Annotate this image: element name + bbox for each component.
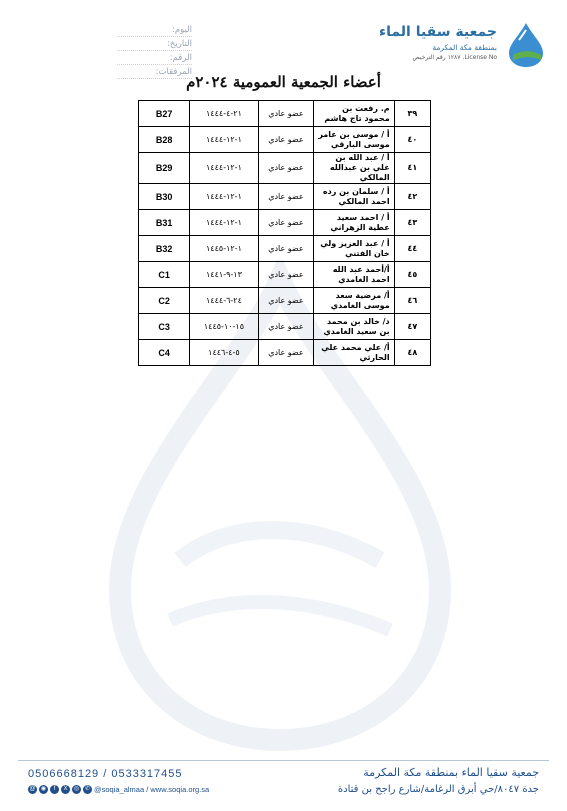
- footer-social: [28, 785, 209, 794]
- member-join-date: ١-١٢-١٤٤٤: [190, 184, 258, 210]
- table-row: [139, 314, 431, 340]
- table-row: [139, 101, 431, 127]
- members-table: [138, 100, 431, 366]
- org-name: جمعية سقيا الماء: [378, 24, 497, 40]
- member-name: أ/ علي محمد علي الحارثي: [314, 340, 394, 366]
- number-field-label: الرقم:: [117, 52, 192, 65]
- member-type: عضو عادي: [258, 101, 314, 127]
- member-join-date: ١-١٢-١٤٤٥: [190, 236, 258, 262]
- table-row: [139, 153, 431, 184]
- member-code: C3: [139, 314, 190, 340]
- member-code: C1: [139, 262, 190, 288]
- table-row: [139, 340, 431, 366]
- member-type: عضو عادي: [258, 153, 314, 184]
- page-title: أعضاء الجمعية العمومية ٢٠٢٤م: [186, 73, 381, 91]
- member-number: ٤٦: [394, 288, 430, 314]
- org-region: بمنطقة مكة المكرمة: [432, 43, 497, 52]
- day-field-label: اليوم:: [117, 24, 192, 37]
- member-type: عضو عادي: [258, 236, 314, 262]
- member-type: عضو عادي: [258, 127, 314, 153]
- member-name: أ / موسى بن عامر موسى البارقي: [314, 127, 394, 153]
- member-join-date: ١٥-١٠-١٤٤٥: [190, 314, 258, 340]
- member-name: أ/ مرضية سعد موسى الغامدي: [314, 288, 394, 314]
- table-row: [139, 236, 431, 262]
- member-type: عضو عادي: [258, 288, 314, 314]
- member-join-date: ١-١٢-١٤٤٤: [190, 153, 258, 184]
- member-number: ٤٠: [394, 127, 430, 153]
- member-name: أ / عبد الله بن علي بن عبدالله المالكي: [314, 153, 394, 184]
- member-number: ٤٢: [394, 184, 430, 210]
- table-row: [139, 288, 431, 314]
- table-row: [139, 210, 431, 236]
- table-row: [139, 262, 431, 288]
- member-code: C4: [139, 340, 190, 366]
- water-drop-icon: [505, 22, 547, 68]
- member-join-date: ١-١٢-١٤٤٤: [190, 210, 258, 236]
- org-license: License No. ١٢٨٧ رقم الترخيص: [412, 54, 497, 61]
- member-name: أ / عبد العزيز ولي خان الفتني: [314, 236, 394, 262]
- member-join-date: ١-١٢-١٤٤٤: [190, 127, 258, 153]
- member-name: د/ خالد بن محمد بن سعيد الغامدي: [314, 314, 394, 340]
- member-code: B30: [139, 184, 190, 210]
- footer-org-name: جمعية سقيا الماء بمنطقة مكة المكرمة: [363, 766, 539, 779]
- member-code: C2: [139, 288, 190, 314]
- member-code: B28: [139, 127, 190, 153]
- footer-divider: [18, 760, 549, 761]
- member-number: ٤٤: [394, 236, 430, 262]
- table-row: [139, 184, 431, 210]
- member-name: أ / سلمان بن رده احمد المالكي: [314, 184, 394, 210]
- footer-address: جدة ٨٠٤٧/حي أبرق الرغامة/شارع راجح بن قتادة: [337, 784, 539, 795]
- member-number: ٣٩: [394, 101, 430, 127]
- member-join-date: ٢١-٤-١٤٤٤: [190, 101, 258, 127]
- member-name: أ/أحمد عبد الله احمد الغامدي: [314, 262, 394, 288]
- member-join-date: ١٣-٩-١٤٤١: [190, 262, 258, 288]
- member-name: م. رفعت بن محمود تاج هاشم: [314, 101, 394, 127]
- table-row: [139, 127, 431, 153]
- member-number: ٤٥: [394, 262, 430, 288]
- whatsapp-icon[interactable]: ✆: [84, 786, 91, 792]
- member-name: أ / احمد سعيد عطية الزهراني: [314, 210, 394, 236]
- org-logo: [378, 22, 547, 72]
- footer-social-text[interactable]: @soqia_almaa / www.soqia.org.sa: [94, 785, 210, 794]
- member-join-date: ٥-٤-١٤٤٦: [190, 340, 258, 366]
- member-type: عضو عادي: [258, 314, 314, 340]
- member-number: ٤٧: [394, 314, 430, 340]
- member-code: B27: [139, 101, 190, 127]
- x-icon[interactable]: X: [61, 785, 70, 794]
- member-type: عضو عادي: [258, 262, 314, 288]
- member-number: ٤١: [394, 153, 430, 184]
- member-code: B31: [139, 210, 190, 236]
- member-code: B32: [139, 236, 190, 262]
- member-number: ٤٣: [394, 210, 430, 236]
- member-join-date: ٢٤-٦-١٤٤٤: [190, 288, 258, 314]
- member-type: عضو عادي: [258, 210, 314, 236]
- member-type: عضو عادي: [258, 184, 314, 210]
- facebook-icon[interactable]: f: [50, 785, 59, 794]
- email-icon[interactable]: @: [29, 786, 36, 792]
- member-number: ٤٨: [394, 340, 430, 366]
- letter-meta-fields: [117, 24, 192, 80]
- instagram-icon[interactable]: ◎: [73, 786, 80, 792]
- member-type: عضو عادي: [258, 340, 314, 366]
- member-code: B29: [139, 153, 190, 184]
- footer-phones: 0506668129 / 0533317455: [28, 768, 183, 780]
- attachments-field-label: المرفقات:: [117, 66, 192, 79]
- snapchat-icon[interactable]: ◉: [40, 786, 47, 792]
- date-field-label: التاريخ:: [117, 38, 192, 51]
